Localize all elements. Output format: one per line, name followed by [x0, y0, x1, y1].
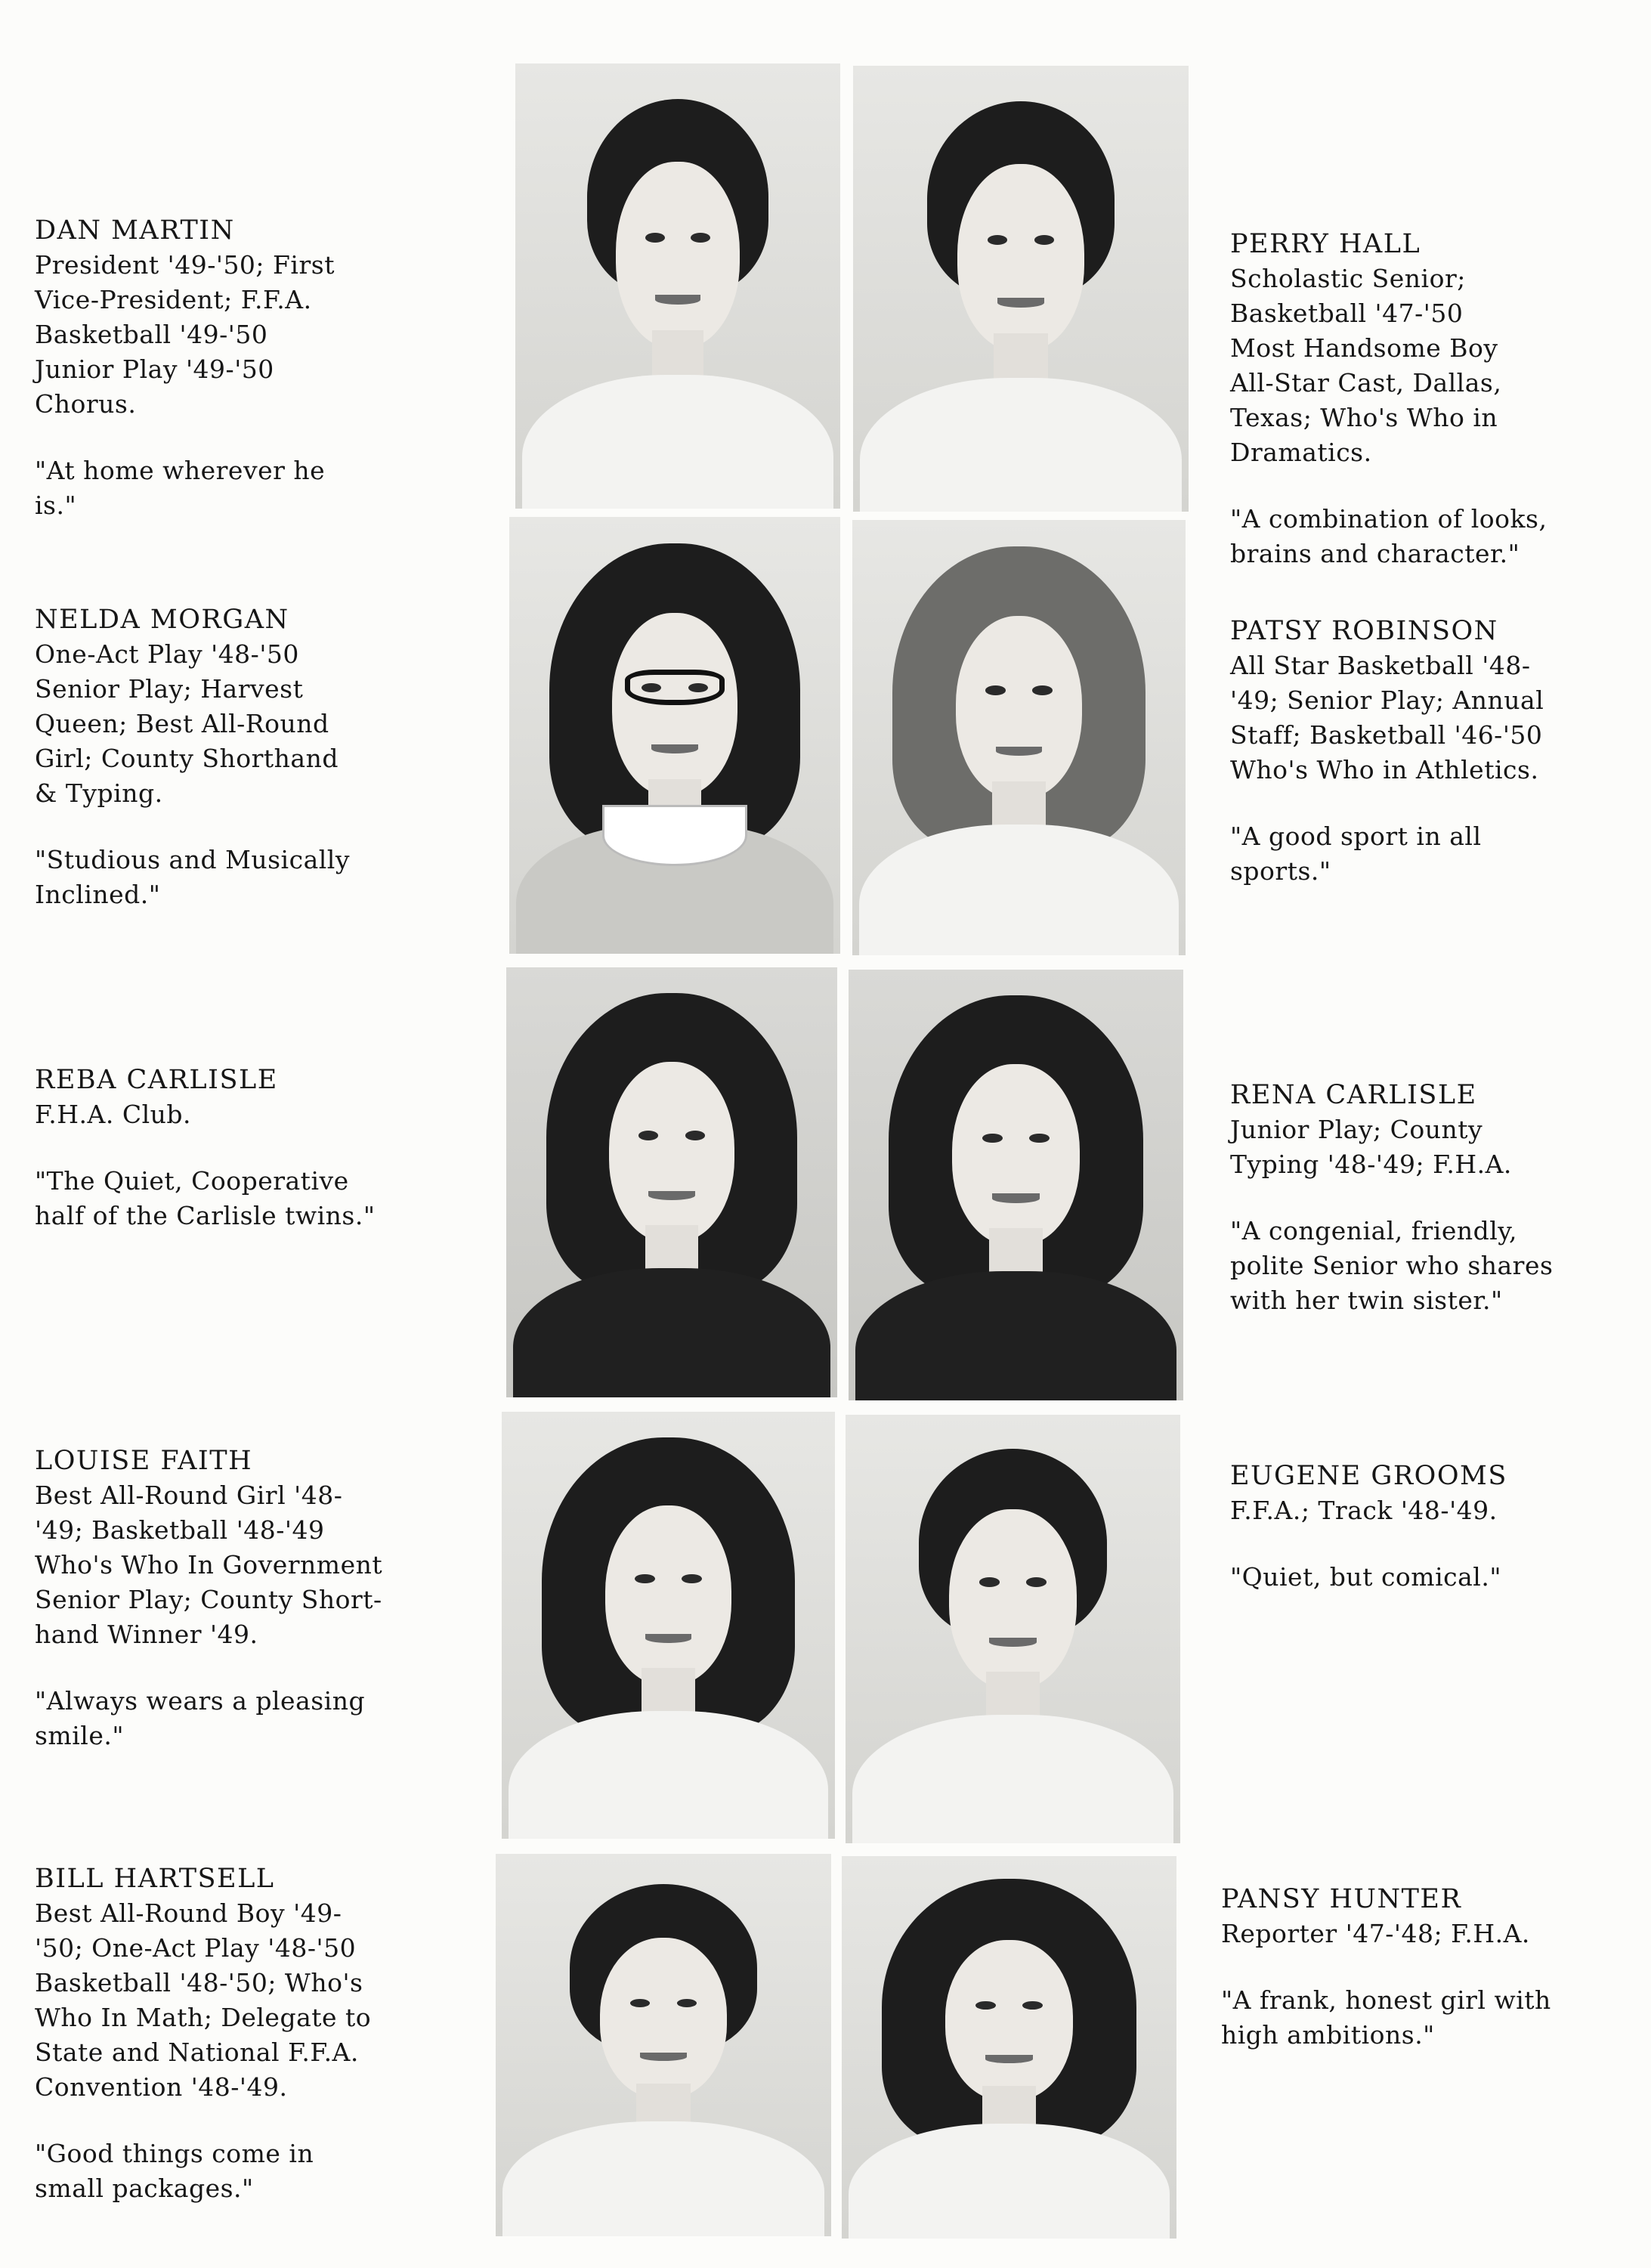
quote-line: "Always wears a pleasing — [35, 1686, 366, 1716]
student-detail: F.H.A. Club. — [35, 1100, 191, 1129]
student-detail: Convention '48-'49. — [35, 2072, 288, 2102]
portrait-face — [945, 1940, 1072, 2101]
student-detail: Staff; Basketball '46-'50 — [1230, 720, 1543, 750]
portrait-eye — [979, 1577, 1000, 1586]
portrait-photo — [515, 63, 840, 509]
portrait-mouth — [992, 1193, 1039, 1203]
portrait-photo — [846, 1415, 1180, 1843]
portrait-eye — [685, 1131, 705, 1140]
portrait-shirt — [859, 825, 1179, 955]
student-detail: Basketball '49-'50 — [35, 320, 268, 349]
portrait-photo — [849, 970, 1183, 1400]
student-detail: Junior Play; County — [1230, 1115, 1483, 1144]
student-detail: Most Handsome Boy — [1230, 333, 1498, 363]
portrait-face — [952, 1064, 1079, 1245]
student-quote — [35, 1164, 458, 1233]
student-detail: Best All-Round Girl '48- — [35, 1481, 343, 1510]
student-entry-louise-faith — [35, 1443, 458, 1753]
quote-line: high ambitions." — [1221, 2020, 1435, 2050]
portrait-eye — [645, 233, 665, 243]
portrait-eye — [985, 685, 1005, 695]
portrait-shirt — [860, 378, 1182, 512]
student-quote — [35, 2136, 458, 2206]
quote-line: "The Quiet, Cooperative — [35, 1166, 349, 1196]
student-detail: Who's Who In Government — [35, 1550, 383, 1580]
student-name: DAN MARTIN — [35, 215, 235, 246]
student-detail: Scholastic Senior; — [1230, 264, 1466, 293]
student-detail: All-Star Cast, Dallas, — [1230, 368, 1502, 398]
quote-line: "A congenial, friendly, — [1230, 1216, 1518, 1245]
portrait-shirt — [502, 2121, 824, 2236]
student-detail: One-Act Play '48-'50 — [35, 639, 299, 669]
quote-line: half of the Carlisle twins." — [35, 1201, 376, 1230]
student-entry-perry-hall — [1230, 227, 1651, 571]
portrait-shirt — [522, 375, 834, 509]
student-name: NELDA MORGAN — [35, 605, 289, 635]
portrait-eye — [691, 233, 710, 243]
quote-line: with her twin sister." — [1230, 1286, 1503, 1315]
eyeglasses-icon — [625, 670, 724, 704]
quote-line: brains and character." — [1230, 539, 1520, 568]
student-detail: '49; Senior Play; Annual — [1230, 685, 1544, 715]
student-name: PERRY HALL — [1230, 229, 1421, 259]
student-name: LOUISE FAITH — [35, 1446, 253, 1476]
student-entry-pansy-hunter — [1221, 1882, 1644, 2053]
portrait-face — [949, 1509, 1076, 1689]
portrait-photo — [502, 1412, 835, 1839]
portrait-face — [956, 616, 1083, 799]
portrait-mouth — [997, 298, 1044, 308]
student-detail: Who In Math; Delegate to — [35, 2003, 372, 2032]
student-detail: All Star Basketball '48- — [1230, 651, 1531, 680]
student-detail: '49; Basketball '48-'49 — [35, 1515, 325, 1545]
student-name: REBA CARLISLE — [35, 1065, 278, 1095]
portrait-eye — [688, 683, 708, 693]
student-quote — [35, 843, 458, 912]
student-detail: State and National F.F.A. — [35, 2037, 359, 2067]
student-quote — [1230, 819, 1651, 889]
portrait-face — [605, 1505, 732, 1685]
student-detail: Best All-Round Boy '49- — [35, 1898, 342, 1928]
student-entry-dan-martin — [35, 213, 458, 523]
student-detail: F.F.A.; Track '48-'49. — [1230, 1496, 1498, 1525]
portrait-shirt — [509, 1711, 828, 1839]
student-detail: Senior Play; County Short- — [35, 1585, 382, 1614]
quote-line: sports." — [1230, 856, 1331, 886]
student-detail: Junior Play '49-'50 — [35, 354, 274, 384]
quote-line: polite Senior who shares — [1230, 1251, 1554, 1280]
portrait-shirt — [852, 1715, 1173, 1843]
student-detail: President '49-'50; First — [35, 250, 335, 280]
student-quote — [1230, 502, 1651, 571]
student-detail: hand Winner '49. — [35, 1620, 258, 1649]
portrait-photo — [506, 967, 837, 1397]
student-name: PATSY ROBINSON — [1230, 616, 1498, 646]
quote-line: "Quiet, but comical." — [1230, 1562, 1502, 1592]
quote-line: "A combination of looks, — [1230, 504, 1547, 534]
portrait-shirt — [855, 1271, 1176, 1400]
student-quote — [1221, 1983, 1644, 2053]
quote-line: smile." — [35, 1721, 125, 1750]
portrait-photo — [496, 1854, 831, 2236]
student-entry-eugene-grooms — [1230, 1459, 1651, 1595]
student-quote — [35, 1684, 458, 1753]
student-detail: Basketball '48-'50; Who's — [35, 1968, 363, 1997]
student-detail: Vice-President; F.F.A. — [35, 285, 312, 314]
student-entry-bill-hartsell — [35, 1861, 458, 2206]
portrait-eye — [1026, 1577, 1047, 1586]
student-detail: Queen; Best All-Round — [35, 709, 329, 738]
student-detail: Senior Play; Harvest — [35, 674, 304, 704]
portrait-eye — [638, 1131, 658, 1140]
student-quote — [1230, 1214, 1651, 1318]
quote-line: "Good things come in — [35, 2139, 314, 2168]
student-name: BILL HARTSELL — [35, 1864, 275, 1894]
portrait-face — [600, 1938, 728, 2099]
quote-line: small packages." — [35, 2174, 254, 2203]
portrait-eye — [982, 1134, 1003, 1143]
portrait-eye — [635, 1574, 654, 1583]
student-entry-patsy-robinson — [1230, 614, 1651, 889]
student-detail: & Typing. — [35, 778, 163, 808]
portrait-eye — [682, 1574, 701, 1583]
student-detail: Girl; County Shorthand — [35, 744, 339, 773]
portrait-face — [616, 162, 739, 348]
portrait-face — [957, 164, 1085, 351]
quote-line: "Studious and Musically — [35, 845, 351, 874]
student-detail: Texas; Who's Who in — [1230, 403, 1498, 432]
portrait-eye — [1029, 1134, 1050, 1143]
student-detail: '50; One-Act Play '48-'50 — [35, 1933, 357, 1963]
student-detail: Typing '48-'49; F.H.A. — [1230, 1149, 1512, 1179]
student-detail: Dramatics. — [1230, 438, 1372, 467]
portrait-photo — [853, 66, 1189, 512]
portrait-photo — [852, 520, 1186, 955]
student-name: PANSY HUNTER — [1221, 1884, 1462, 1914]
portrait-shirt — [849, 2124, 1170, 2239]
quote-line: "A good sport in all — [1230, 821, 1482, 851]
student-detail: Basketball '47-'50 — [1230, 299, 1464, 328]
student-quote — [35, 453, 458, 523]
quote-line: is." — [35, 490, 77, 520]
portrait-photo — [509, 517, 840, 954]
student-name: RENA CARLISLE — [1230, 1080, 1477, 1110]
student-quote — [1230, 1560, 1651, 1595]
portrait-eye — [1032, 685, 1052, 695]
portrait-face — [609, 1062, 734, 1242]
student-entry-nelda-morgan — [35, 602, 458, 912]
quote-line: "At home wherever he — [35, 456, 326, 485]
portrait-shirt — [513, 1268, 830, 1397]
quote-line: Inclined." — [35, 880, 161, 909]
portrait-face — [612, 613, 737, 797]
student-detail: Reporter '47-'48; F.H.A. — [1221, 1919, 1530, 1948]
portrait-collar — [602, 805, 748, 866]
student-entry-reba-carlisle — [35, 1063, 458, 1233]
quote-line: "A frank, honest girl with — [1221, 1985, 1551, 2015]
student-entry-rena-carlisle — [1230, 1078, 1651, 1318]
student-name: EUGENE GROOMS — [1230, 1461, 1507, 1491]
student-detail: Chorus. — [35, 389, 137, 419]
portrait-photo — [842, 1856, 1176, 2239]
student-detail: Who's Who in Athletics. — [1230, 755, 1539, 784]
